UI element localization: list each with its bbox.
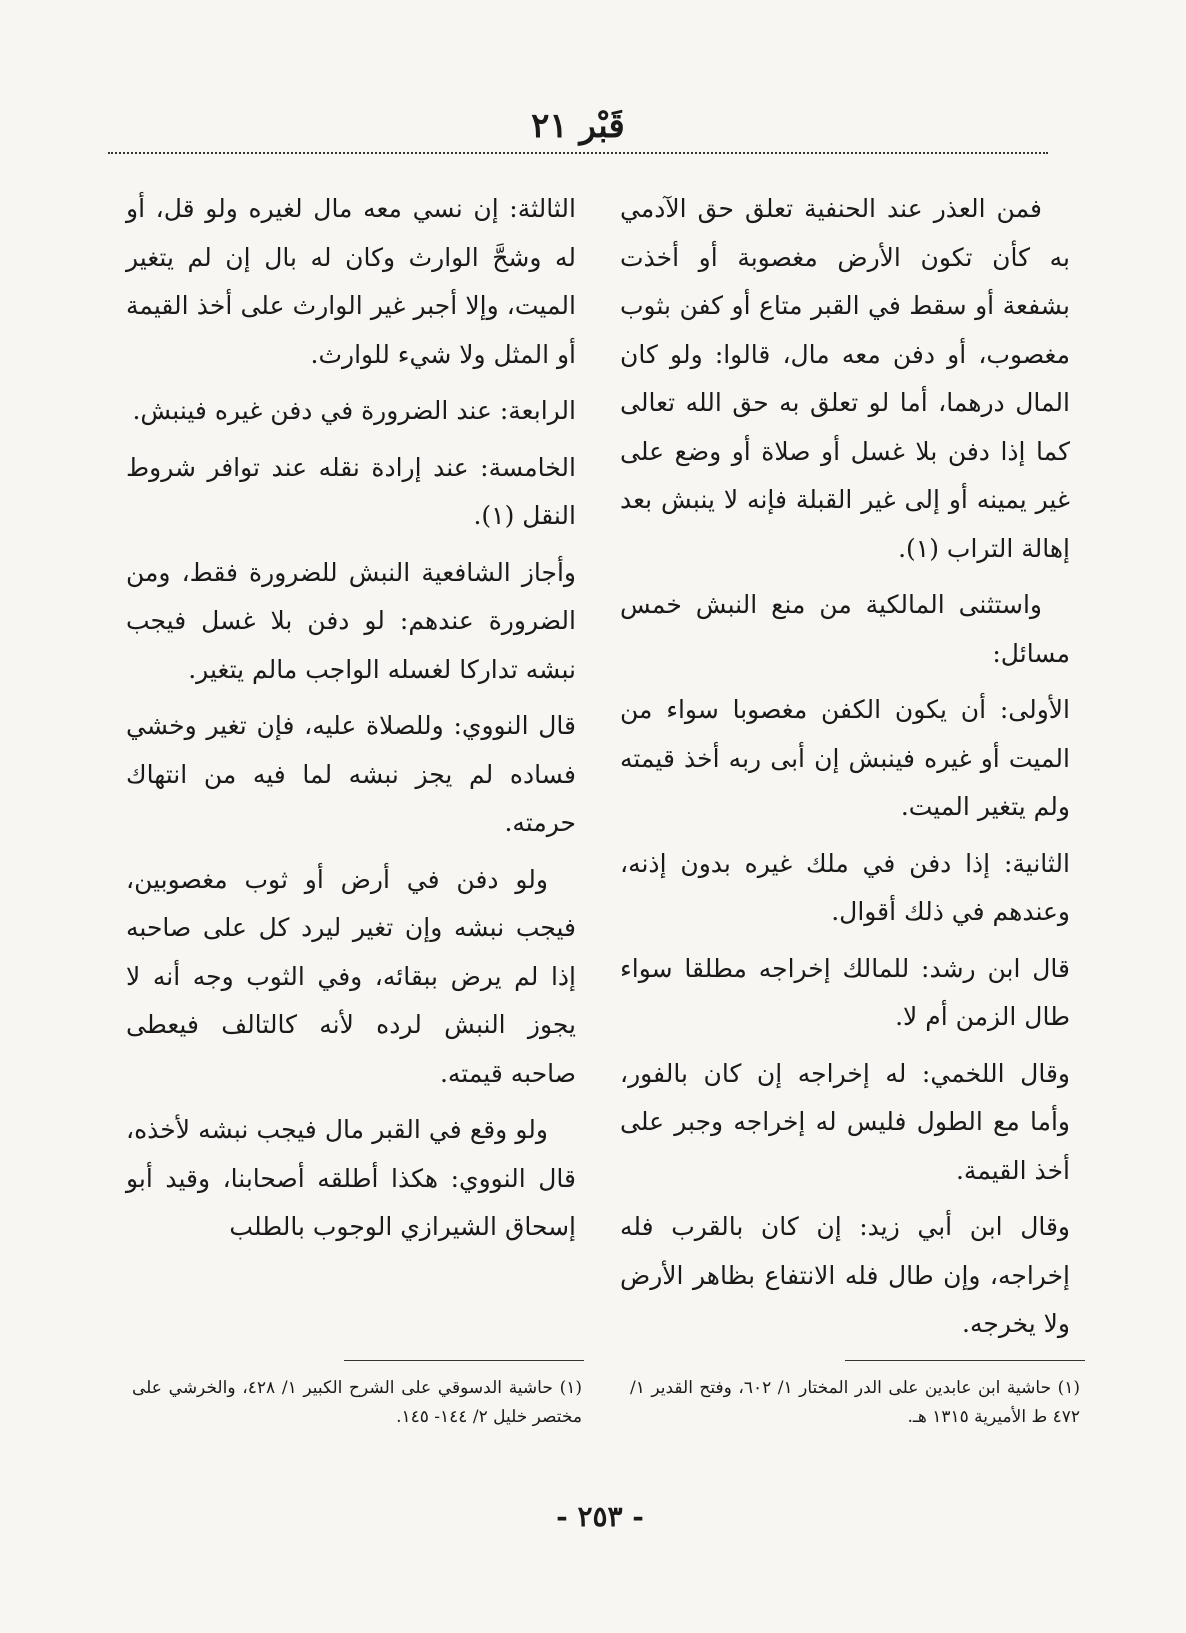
paragraph: الثالثة: إن نسي معه مال لغيره ولو قل، أو له وشحَّ الوارث وكان له بال إن لم يتغير الميت، وإلا أجبر غير الوارث على أخذ القيمة أو المثل ولا شيء للوارث.	[126, 194, 576, 369]
footnote-divider	[344, 1360, 584, 1361]
paragraph: الرابعة: عند الضرورة في دفن غيره فينبش.	[132, 396, 576, 425]
paragraph: قال النووي: وللصلاة عليه، فإن تغير وخشي فساده لم يجز نبشه لما فيه من انتهاك حرمته.	[126, 711, 576, 837]
page-number: - ٢٥٣ -	[556, 1500, 644, 1533]
paragraph: ولو وقع في القبر مال فيجب نبشه لأخذه، قال النووي: هكذا أطلقه أصحابنا، وقيد أبو إسحاق الشيرازي الوجوب بالطلب	[126, 1115, 576, 1241]
paragraph: وقال اللخمي: له إخراجه إن كان بالفور، وأما مع الطول فليس له إخراجه وجبر على أخذ القيمة.	[620, 1058, 1070, 1185]
footnote-left: (١) حاشية الدسوقي على الشرح الكبير ١/ ٤٢٨، والخرشي على مختصر خليل ٢/ ١٤٤- ١٤٥.	[132, 1378, 582, 1427]
paragraph: الثانية: إذا دفن في ملك غيره بدون إذنه، وعندهم في ذلك أقوال.	[620, 848, 1070, 926]
paragraph: وقال ابن أبي زيد: إن كان بالقرب فله إخراجه، وإن طال فله الانتفاع بظاهر الأرض ولا يخرجه.	[620, 1212, 1070, 1338]
header-title: قَبْر ٢١	[531, 106, 625, 146]
footnote-divider	[845, 1360, 1085, 1361]
page-header	[108, 100, 1048, 154]
paragraph: ولو دفن في أرض أو ثوب مغصوبين، فيجب نبشه وإن تغير ليرد كل على صاحبه إذا لم يرض ببقائه، وفي الثوب وجه أنه لا يجوز النبش لرده لأنه كالتالف فيعطى صاحبه قيمته.	[126, 864, 576, 1088]
paragraph: قال ابن رشد: للمالك إخراجه مطلقا سواء طال الزمن أم لا.	[620, 953, 1070, 1031]
footnote-right: (١) حاشية ابن عابدين على الدر المختار ١/ ٦٠٢، وفتح القدير ١/ ٤٧٢ ط الأميرية ١٣١٥ هـ.	[630, 1378, 1080, 1427]
paragraph: وأجاز الشافعية النبش للضرورة فقط، ومن الضرورة عندهم: لو دفن بلا غسل فيجب نبشه تداركا لغسله الواجب مالم يتغير.	[126, 557, 576, 684]
right-column	[620, 185, 1070, 1357]
paragraph: واستثنى المالكية من منع النبش خمس مسائل:	[620, 590, 1070, 668]
left-column	[126, 185, 576, 1260]
paragraph: فمن العذر عند الحنفية تعلق حق الآدمي به كأن تكون الأرض مغصوبة أو أخذت بشفعة أو سقط في القبر متاع أو كفن بثوب مغصوب، أو دفن معه مال، قالوا: ولو كان المال درهما، أما لو تعلق به حق الله تعالى كما إذا دفن بلا غسل أو صلاة أو وضع على غير يمينه أو إلى غير القبلة فإنه لا ينبش بعد إهالة التراب (١).	[620, 194, 1070, 563]
paragraph: الخامسة: عند إرادة نقله عند توافر شروط النقل (١).	[126, 452, 576, 530]
paragraph: الأولى: أن يكون الكفن مغصوبا سواء من الميت أو غيره فينبش إن أبى ربه أخذ قيمته ولم يتغير الميت.	[620, 695, 1070, 821]
